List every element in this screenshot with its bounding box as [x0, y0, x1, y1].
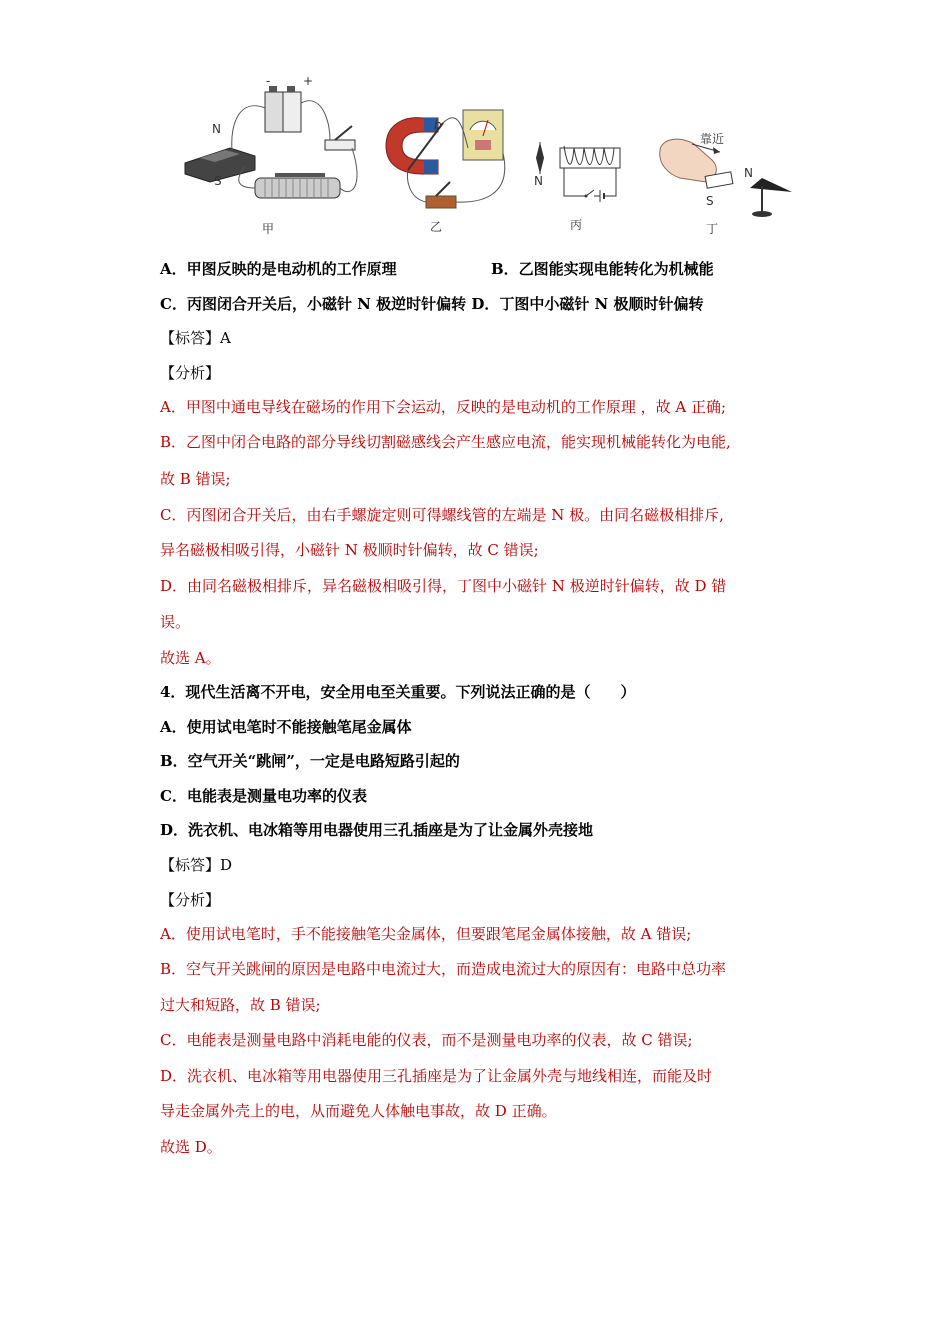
q4-analysis-line: A．使用试电笔时，手不能接触笔尖金属体，但要跟笔尾金属体接触，故 A 错误; [160, 925, 692, 943]
q4-analysis-line: D．洗衣机、电冰箱等用电器使用三孔插座是为了让金属外壳与地线相连，而能及时 [160, 1067, 713, 1085]
q4-conclusion: 故选 D。 [160, 1138, 222, 1156]
ding-n-pole: N [744, 166, 753, 180]
jia-label: 甲 [262, 222, 275, 236]
jia-plus: + [303, 74, 314, 88]
q3-conclusion: 故选 A。 [160, 649, 221, 667]
q3-answer: 【标答】A [160, 329, 231, 347]
q4-option-d: D．洗衣机、电冰箱等用电器使用三孔插座是为了让金属外壳接地 [160, 821, 594, 839]
q4-option-b: B．空气开关“跳闸”，一定是电路短路引起的 [160, 752, 460, 770]
q3-analysis-line: 误。 [160, 613, 191, 631]
q4-analysis-line: B．空气开关跳闸的原因是电路中电流过大，而造成电流过大的原因有：电路中总功率 [160, 960, 727, 978]
q3-analysis-line: 故 B 错误; [160, 470, 231, 488]
yi-label: 乙 [430, 220, 443, 234]
solenoid-circuit-diagram [530, 78, 640, 248]
figure-ding [650, 78, 800, 248]
q4-analysis-title: 【分析】 [160, 891, 221, 909]
figure-bing [530, 78, 640, 248]
yi-b-mark: b [434, 118, 442, 132]
q3-analysis-line: B．乙图中闭合电路的部分导线切割磁感线会产生感应电流，能实现机械能转化为电能, [160, 433, 731, 451]
q3-analysis-line: A．甲图中通电导线在磁场的作用下会运动，反映的是电动机的工作原理 ，故 A 正确; [160, 398, 727, 416]
q3-option-a: A．甲图反映的是电动机的工作原理 [160, 260, 397, 278]
q4-analysis-line: 导走金属外壳上的电，从而避免人体触电事故，故 D 正确。 [160, 1102, 557, 1120]
q3-option-cd: C．丙图闭合开关后，小磁针 N 极逆时针偏转 D．丁图中小磁针 N 极顺时针偏转 [160, 295, 704, 313]
q4-analysis-line: 过大和短路，故 B 错误; [160, 996, 321, 1014]
q4-answer: 【标答】D [160, 856, 233, 874]
q3-option-b: B．乙图能实现电能转化为机械能 [491, 260, 714, 278]
ding-label: 丁 [706, 222, 719, 236]
q3-analysis-title: 【分析】 [160, 364, 221, 382]
figure-jia [170, 74, 370, 248]
q3-analysis-line: C．丙图闭合开关后，由右手螺旋定则可得螺线管的左端是 N 极。由同名磁极相排斥, [160, 506, 724, 524]
figures-row [160, 74, 800, 248]
ding-s-pole: S [706, 194, 714, 208]
generator-circuit-diagram [378, 78, 518, 248]
q4-option-c: C．电能表是测量电功率的仪表 [160, 787, 367, 805]
jia-s-pole: S [214, 174, 222, 188]
ding-approach: 靠近 [700, 132, 725, 146]
q4-analysis-line: C．电能表是测量电路中消耗电能的仪表，而不是测量电功率的仪表，故 C 错误; [160, 1031, 693, 1049]
magnet-approach-diagram [650, 78, 800, 248]
q3-analysis-line: 异名磁极相吸引得，小磁针 N 极顺时针偏转，故 C 错误; [160, 541, 539, 559]
bing-label: 丙 [570, 218, 583, 232]
bing-n-pole: N [534, 174, 543, 188]
figure-yi [378, 78, 518, 248]
q4-option-a: A．使用试电笔时不能接触笔尾金属体 [160, 718, 412, 736]
q3-analysis-line: D．由同名磁极相排斥，异名磁极相吸引得，丁图中小磁针 N 极逆时针偏转，故 D 错 [160, 577, 727, 595]
q4-stem: 4．现代生活离不开电，安全用电至关重要。下列说法正确的是（ ） [160, 683, 636, 701]
jia-minus: - [266, 74, 271, 88]
jia-n-pole: N [212, 122, 221, 136]
